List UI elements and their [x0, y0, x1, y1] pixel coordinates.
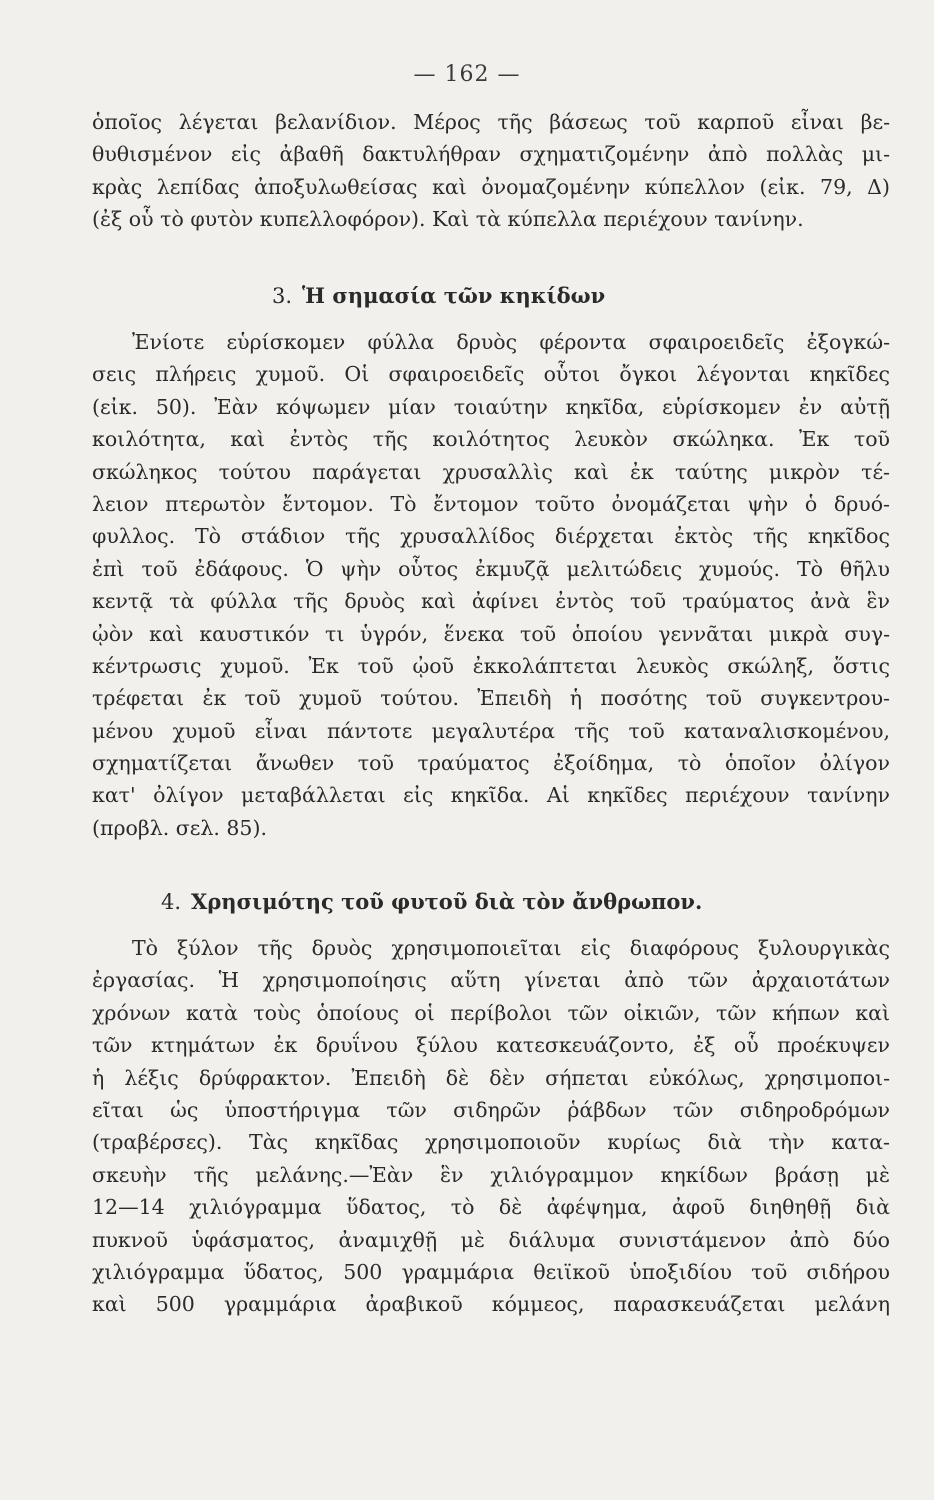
text-line: καὶ 500 γραμμάρια ἀραβικοῦ κόμμεος, παρασκευάζεται μελάνη: [92, 1292, 890, 1317]
text-line: (προβλ. σελ. 85).: [92, 815, 267, 840]
text-line: ᾠὸν καὶ καυστικόν τι ὑγρόν, ἕνεκα τοῦ ὁποίου γεννᾶται μικρὰ συγ-: [92, 621, 890, 646]
text-line: ὁποῖος λέγεται βελανίδιον. Μέρος τῆς βάσεως τοῦ καρποῦ εἶναι βε-: [92, 110, 890, 134]
paragraph-acorn-cup: [92, 106, 890, 236]
page-number: — 162 —: [413, 62, 521, 87]
text-line: κρὰς λεπίδας ἀποξυλωθείσας καὶ ὀνομαζομένην κύπελλον (εἰκ. 79, Δ): [92, 174, 890, 199]
text-line: φυλλος. Τὸ στάδιον τῆς χρυσαλλίδος διέρχεται ἐκτὸς τῆς κηκῖδος: [92, 524, 890, 549]
text-line: (εἰκ. 50). Ἐὰν κόψωμεν μίαν τοιαύτην κηκῖδα, εὑρίσκομεν ἐν αὐτῇ: [92, 394, 890, 419]
text-line: θυθισμένον εἰς ἀβαθῆ δακτυλήθραν σχηματιζομένην ἀπὸ πολλὰς μι-: [92, 142, 890, 167]
text-line: σεις πλήρεις χυμοῦ. Οἱ σφαιροειδεῖς οὗτοι ὄγκοι λέγονται κηκῖδες: [92, 362, 890, 387]
text-line: κοιλότητα, καὶ ἐντὸς τῆς κοιλότητος λευκὸν σκώληκα. Ἐκ τοῦ: [92, 427, 890, 452]
text-line: λειον πτερωτὸν ἔντομον. Τὸ ἔντομον τοῦτο ὀνομάζεται ψὴν ὁ δρυό-: [92, 491, 890, 516]
text-line: Τὸ ξύλον τῆς δρυὸς χρησιμοποιεῖται εἰς διαφόρους ξυλουργικὰς: [132, 936, 890, 960]
text-line: ἐπὶ τοῦ ἐδάφους. Ὁ ψὴν οὗτος ἐκμυζᾷ μελιτώδεις χυμούς. Τὸ θῆλυ: [92, 556, 890, 581]
text-line: τῶν κτημάτων ἐκ δρυΐνου ξύλου κατεσκευάζοντο, ἐξ οὗ προέκυψεν: [92, 1033, 890, 1058]
text-line: σκώληκος τούτου παράγεται χρυσαλλὶς καὶ ἐκ ταύτης μικρὸν τέ-: [92, 459, 890, 484]
section-heading-usefulness: [0, 886, 934, 918]
text-line: 12—14 χιλιόγραμμα ὕδατος, τὸ δὲ ἀφέψημα, ἀφοῦ διηθηθῇ διὰ: [92, 1195, 890, 1220]
paragraph-usefulness: [92, 932, 890, 1321]
section-heading-galls: [0, 280, 934, 312]
section-title: Χρησιμότης τοῦ φυτοῦ διὰ τὸν ἄνθρωπον.: [191, 889, 703, 914]
text-line: Ἐνίοτε εὑρίσκομεν φύλλα δρυὸς φέροντα σφαιροειδεῖς ἐξογκώ-: [132, 330, 890, 354]
text-line: πυκνοῦ ὑφάσματος, ἀναμιχθῇ μὲ διάλυμα συνιστάμενον ἀπὸ δύο: [92, 1227, 890, 1252]
text-line: κεντᾷ τὰ φύλλα τῆς δρυὸς καὶ ἀφίνει ἐντὸς τοῦ τραύματος ἀνὰ ἓν: [92, 589, 890, 614]
section-number: 4.: [161, 890, 182, 914]
text-line: κέντρωσις χυμοῦ. Ἐκ τοῦ ᾠοῦ ἐκκολάπτεται λευκὸς σκώληξ, ὅστις: [92, 653, 890, 678]
text-line: σκευὴν τῆς μελάνης.—Ἐὰν ἓν χιλιόγραμμον κηκίδων βράσῃ μὲ: [92, 1162, 890, 1187]
text-line: χρόνων κατὰ τοὺς ὁποίους οἱ περίβολοι τῶν οἰκιῶν, τῶν κήπων καὶ: [92, 1000, 890, 1025]
text-line: κατ' ὀλίγον μεταβάλλεται εἰς κηκῖδα. Αἱ κηκῖδες περιέχουν τανίνην: [92, 783, 890, 808]
text-line: εῖται ὡς ὑποστήριγμα τῶν σιδηρῶν ῥάβδων τῶν σιδηροδρόμων: [92, 1097, 890, 1122]
text-line: χιλιόγραμμα ὕδατος, 500 γραμμάρια θειϊκοῦ ὑποξιδίου τοῦ σιδήρου: [92, 1259, 890, 1284]
text-line: (ἐξ οὗ τὸ φυτὸν κυπελλοφόρον). Καὶ τὰ κύπελλα περιέχουν τανίνην.: [92, 207, 804, 232]
text-line: μένου χυμοῦ εἶναι πάντοτε μεγαλυτέρα τῆς τοῦ καταναλισκομένου,: [92, 718, 890, 743]
section-number: 3.: [272, 284, 293, 308]
section-title: Ἡ σημασία τῶν κηκίδων: [302, 283, 606, 308]
text-line: σχηματίζεται ἄνωθεν τοῦ τραύματος ἐξοίδημα, τὸ ὁποῖον ὀλίγον: [92, 751, 890, 776]
text-line: ἐργασίας. Ἡ χρησιμοποίησις αὕτη γίνεται ἀπὸ τῶν ἀρχαιοτάτων: [92, 968, 890, 993]
text-line: τρέφεται ἐκ τοῦ χυμοῦ τούτου. Ἐπειδὴ ἡ ποσότης τοῦ συγκεντρου-: [92, 686, 890, 711]
text-line: ἡ λέξις δρύφρακτον. Ἐπειδὴ δὲ δὲν σήπεται εὐκόλως, χρησιμοποι-: [92, 1065, 890, 1090]
paragraph-galls: [92, 326, 890, 844]
text-line: (τραβέρσες). Τὰς κηκῖδας χρησιμοποιοῦν κυρίως διὰ τὴν κατα-: [92, 1130, 890, 1155]
